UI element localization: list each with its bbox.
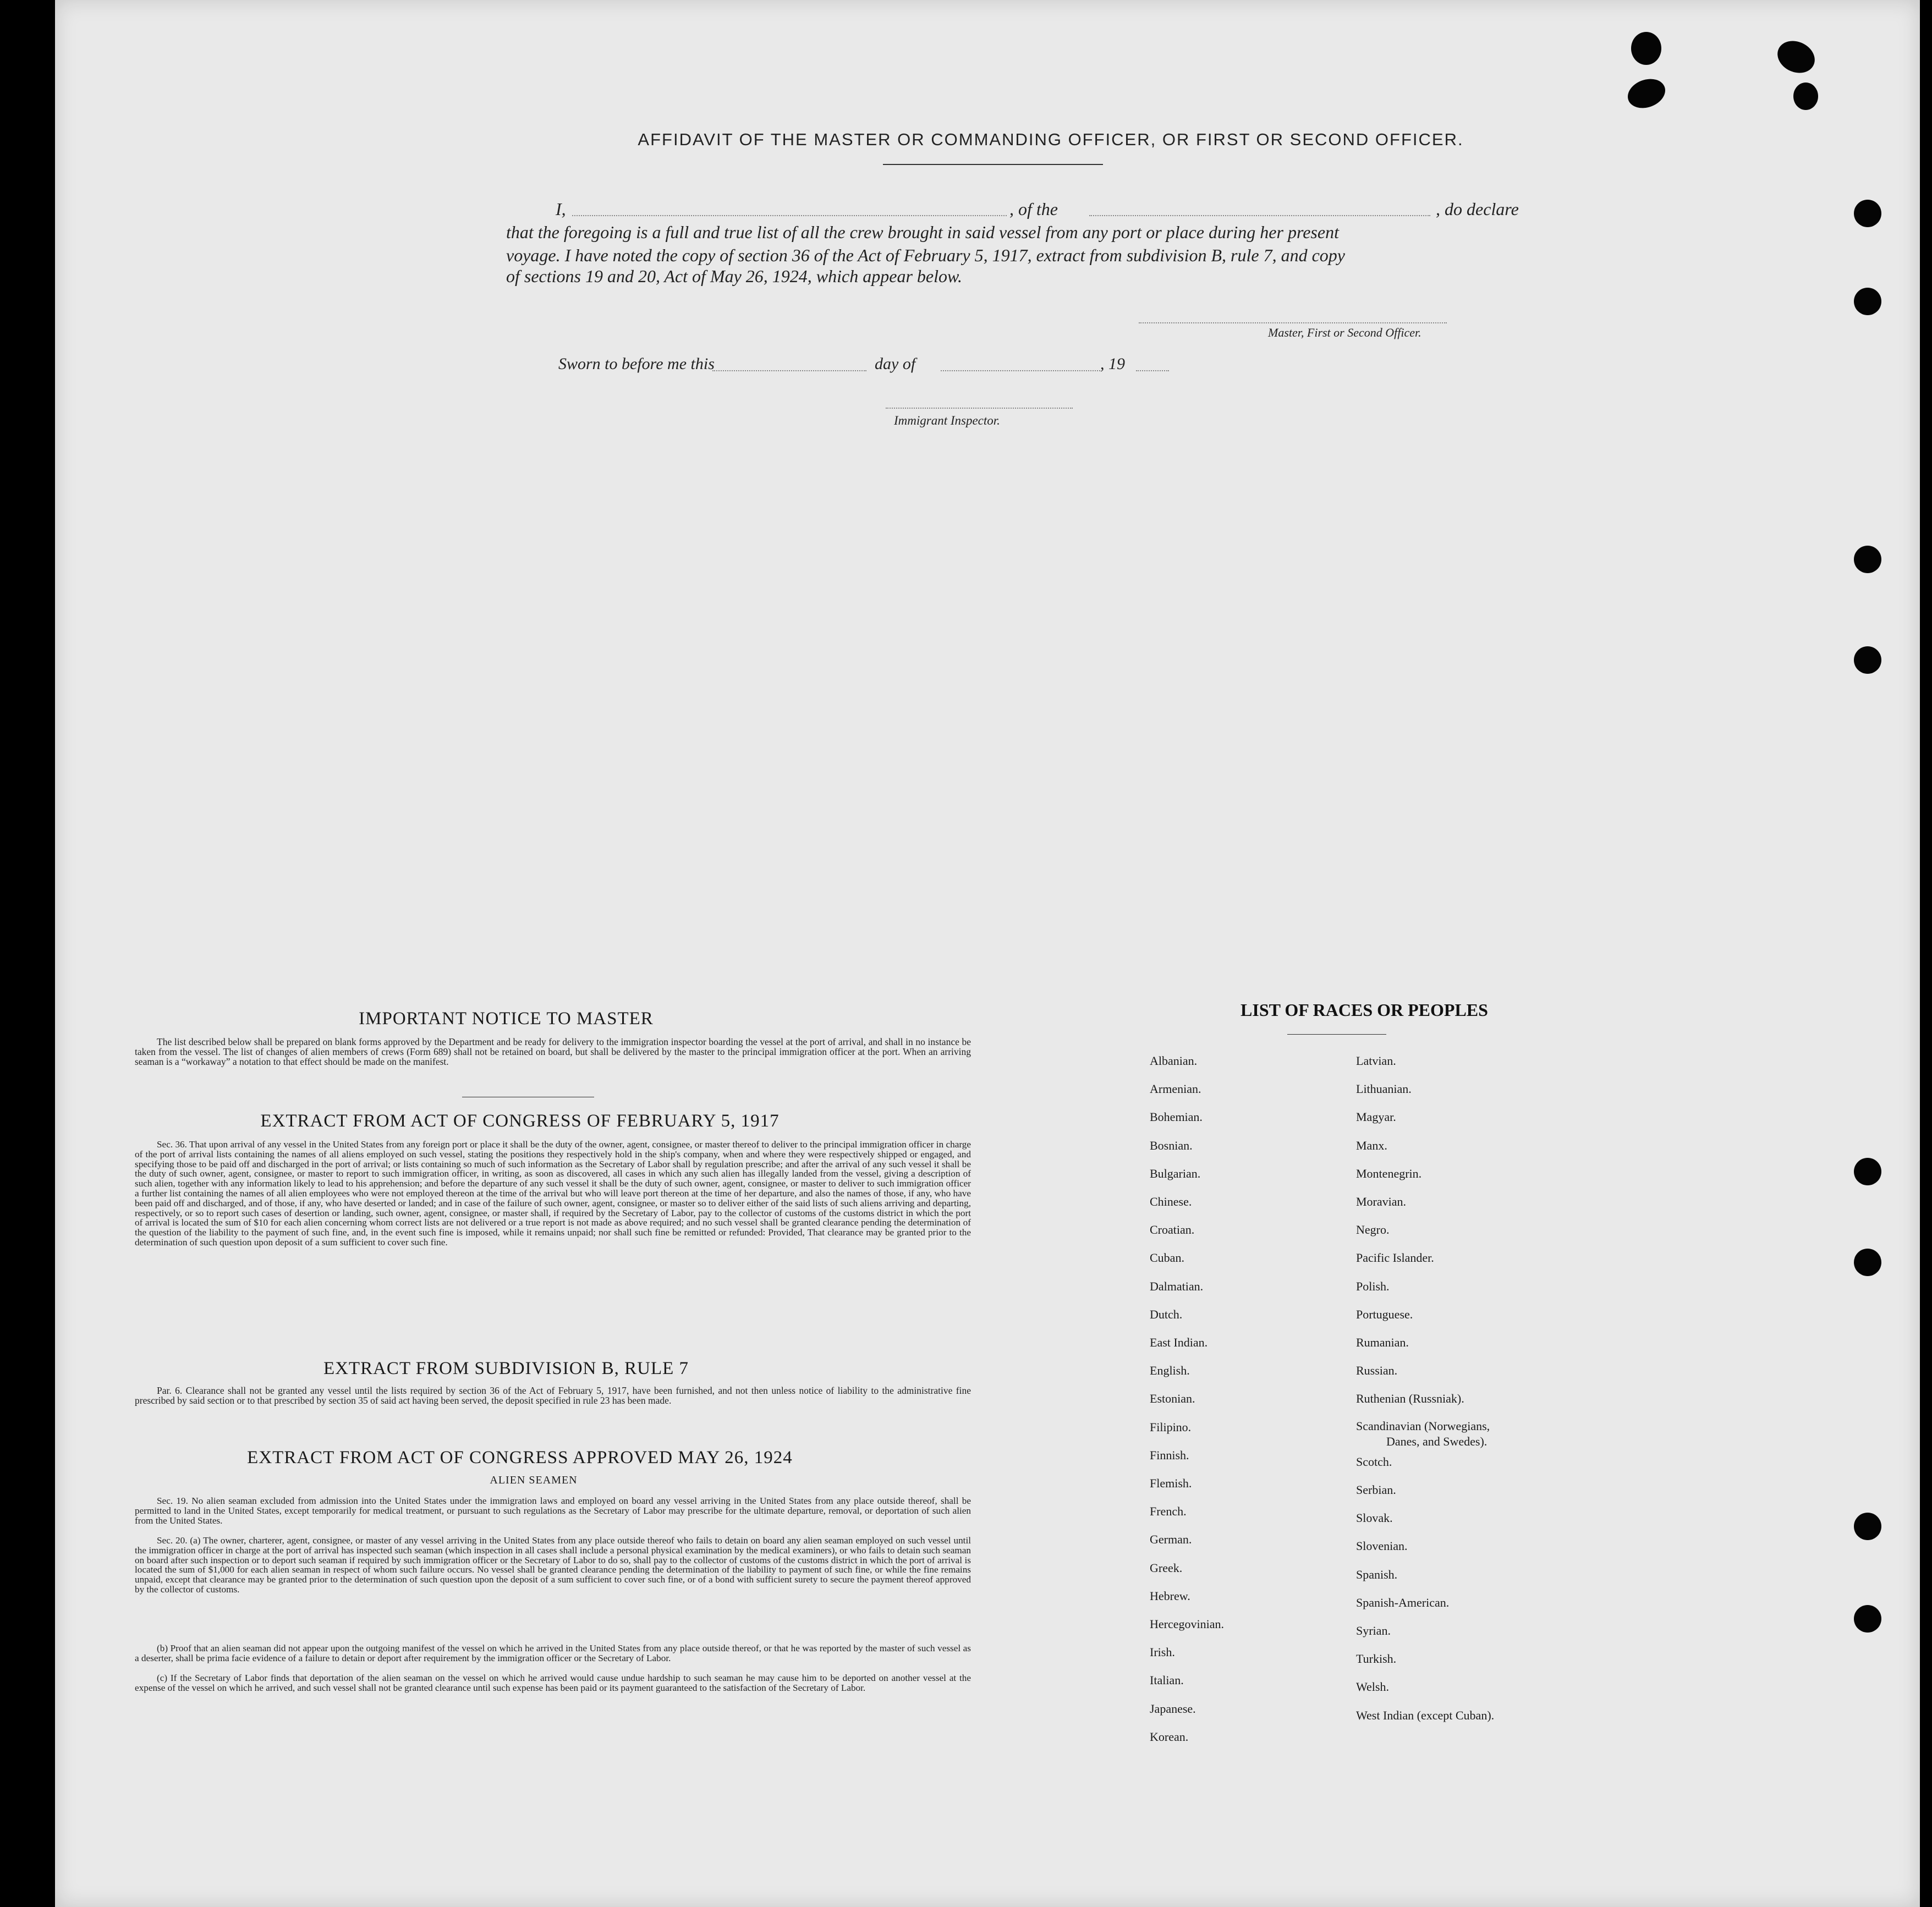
race-item: Magyar. xyxy=(1356,1110,1396,1124)
affidavit-title: AFFIDAVIT OF THE MASTER OR COMMANDING OFFICER, OR FIRST OR SECOND OFFICER. xyxy=(638,130,1464,149)
race-item: Spanish. xyxy=(1356,1568,1398,1581)
binder-hole xyxy=(1854,200,1881,227)
race-item: Slovenian. xyxy=(1356,1539,1408,1553)
affidavit-line-2: that the foregoing is a full and true list of all the crew brought in said vessel from any port or place during her present xyxy=(506,222,1339,242)
race-item: East Indian. xyxy=(1150,1336,1208,1349)
race-item: Danes, and Swedes). xyxy=(1386,1435,1488,1448)
race-item: Montenegrin. xyxy=(1356,1167,1422,1180)
binder-hole xyxy=(1854,546,1881,573)
alien-seamen-subtitle: ALIEN SEAMEN xyxy=(490,1474,578,1486)
race-item: Cuban. xyxy=(1150,1251,1184,1265)
binder-hole xyxy=(1854,1605,1881,1633)
binder-hole xyxy=(1854,646,1881,674)
race-item: Hebrew. xyxy=(1150,1589,1190,1603)
extract-1917-title: EXTRACT FROM ACT OF CONGRESS OF FEBRUARY 5, 1917 xyxy=(260,1111,780,1131)
master-label: Master, First or Second Officer. xyxy=(1268,326,1421,339)
race-item: Croatian. xyxy=(1150,1223,1195,1236)
race-item: Welsh. xyxy=(1356,1680,1389,1694)
race-item: Spanish-American. xyxy=(1356,1596,1450,1609)
race-item: Moravian. xyxy=(1356,1195,1407,1208)
document-page xyxy=(55,0,1920,1907)
race-item: Slovak. xyxy=(1356,1511,1393,1525)
extract-1917-text: Sec. 36. That upon arrival of any vessel in the United States from any foreign port or place it shall be the duty of the owner, agent, consignee, or master thereof to deliver to the principal immigration officer in charge of the port of arrival lists containing the names of all aliens employed on such vessel, stating the positions they respectively hold in the ship's company, when and where they were respectively shipped or engaged, and specifying those to be paid off and discharged in the port of arrival; or lists containing so much of such information as the Secretary of Labor shall by regulation prescribe; and after the arrival of any such vessel it shall be the duty of such owner, agent, consignee, or master to report to such immigration officer, in writing, as soon as discovered, all cases in which any such alien has illegally landed from the vessel, giving a description of such alien, together with any information likely to lead to his apprehension; and before the departure of any such vessel it shall be the duty of such owner, agent, consignee, or master to deliver to such immigration officer a further list containing the names of all alien employees who were not employed thereon at the time of the arrival but who will leave port thereon at the time of her departure, and also the names of those, if any, who have been paid off and discharged, and of those, if any, who have deserted or landed; and in case of the failure of such owner, agent, consignee, or master so to deliver either of the said lists of such aliens arriving and departing, respectively, or so to report such cases of desertion or landing, such owner, agent, consignee, or master shall, if required by the Secretary of Labor, pay to the collector of customs of the customs district in which the port of arrival is located the sum of $10 for each alien concerning whom correct lists are not delivered or a true report is not made as above required; and no such vessel shall be granted clearance pending the determination of the question of the liability to the payment of such fine, and, in the event such fine is imposed, while it remains unpaid; nor shall such fine be remitted or refunded: Provided, That clearance may be granted prior to the determination of such question upon deposit of a sum sufficient to cover such fine. xyxy=(135,1139,971,1247)
race-item: Lithuanian. xyxy=(1356,1082,1412,1096)
race-item: Japanese. xyxy=(1150,1702,1196,1716)
sworn-label: Sworn to before me this xyxy=(558,355,715,373)
race-item: French. xyxy=(1150,1504,1187,1518)
race-item: Estonian. xyxy=(1150,1392,1195,1405)
affidavit-of-the: , of the xyxy=(1009,199,1058,219)
race-item: Albanian. xyxy=(1150,1054,1198,1068)
inspector-signature-line xyxy=(886,407,1073,409)
rule7-text: Par. 6. Clearance shall not be granted any vessel until the lists required by section 36 of the Act of February 5, 1917, have been furnished, and not then unless notice of liability to the administrative fine prescribed by said section or to that prescribed by section 35 of said act having been served, the deposit specified in rule 23 has been made. xyxy=(135,1385,971,1406)
race-item: Syrian. xyxy=(1356,1624,1391,1637)
sworn-day-blank xyxy=(712,370,866,371)
race-item: Rumanian. xyxy=(1356,1336,1409,1349)
race-item: Serbian. xyxy=(1356,1483,1396,1497)
day-of-label: day of xyxy=(875,355,916,373)
race-item: Irish. xyxy=(1150,1645,1175,1659)
binder-hole xyxy=(1854,288,1881,315)
race-item: Hercegovinian. xyxy=(1150,1617,1224,1631)
race-item: English. xyxy=(1150,1364,1190,1377)
notice-title: IMPORTANT NOTICE TO MASTER xyxy=(359,1009,654,1029)
affidavit-line-3: voyage. I have noted the copy of section 36 of the Act of February 5, 1917, extract from subdivision B, rule 7, and copy xyxy=(506,245,1345,265)
race-item: German. xyxy=(1150,1532,1192,1546)
race-item: Italian. xyxy=(1150,1673,1184,1687)
race-item: Chinese. xyxy=(1150,1195,1192,1208)
race-item: Bosnian. xyxy=(1150,1139,1193,1152)
affidavit-i: I, xyxy=(556,199,566,219)
races-title: LIST OF RACES OR PEOPLES xyxy=(1241,1000,1488,1020)
race-item: Polish. xyxy=(1356,1279,1390,1293)
race-item: Pacific Islander. xyxy=(1356,1251,1434,1265)
race-item: Bohemian. xyxy=(1150,1110,1203,1124)
race-item: Manx. xyxy=(1356,1139,1387,1152)
sec20c-text: (c) If the Secretary of Labor finds that deportation of the alien seaman on the vessel on which he arrived would cause undue hardship to such seaman he may cause him to be deported on another vessel at the expense of the vessel on which he arrived, and such vessel shall not be granted clearance until such expense has been paid or its payment guaranteed to the satisfaction of the Secretary of Labor. xyxy=(135,1673,971,1693)
ink-blot xyxy=(1793,83,1818,110)
race-item: Bulgarian. xyxy=(1150,1167,1201,1180)
race-item: Finnish. xyxy=(1150,1448,1189,1462)
race-item: Greek. xyxy=(1150,1561,1183,1575)
race-item: Flemish. xyxy=(1150,1476,1192,1490)
binder-hole xyxy=(1854,1158,1881,1185)
ink-blot xyxy=(1624,74,1670,113)
notice-text: The list described below shall be prepared on blank forms approved by the Department and be ready for delivery to the immigration inspector boarding the vessel at the port of arrival, and shall in no instance be taken from the vessel. The list of changes of alien members of crews (Form 689) shall not be retained on board, but shall be delivered by the master to the principal immigration officer at the port. When an arriving seaman is a “workaway” a notation to that effect should be made on the manifest. xyxy=(135,1036,971,1067)
race-item: Russian. xyxy=(1356,1364,1398,1377)
race-item: Portuguese. xyxy=(1356,1307,1413,1321)
sec19-text: Sec. 19. No alien seaman excluded from admission into the United States under the immigration laws and employed on board any vessel arriving in the United States from any place outside thereof, shall be permitted to land in the United States, except temporarily for medical treatment, or pursuant to such regulations as the Secretary of Labor may prescribe for the ultimate departure, removal, or deportation of such alien from the United States. xyxy=(135,1496,971,1526)
race-item: West Indian (except Cuban). xyxy=(1356,1708,1495,1722)
title-divider xyxy=(883,164,1103,165)
sec20a-text: Sec. 20. (a) The owner, charterer, agent, consignee, or master of any vessel arriving in the United States from any place outside thereof who fails to detain on board any alien seaman employed on such vessel until the immigration officer in charge at the port of arrival has inspected such seaman (which inspection in all cases shall include a personal physical examination by the medical examiners), or who fails to detain such seaman on board after such inspection or to deport such seaman if required by such immigration officer or the Secretary of Labor to do so, shall pay to the collector of customs of the customs district in which the port of arrival is located the sum of $1,000 for each alien seaman in respect of whom such failure occurs. No vessel shall be granted clearance pending the determination of the liability to payment of such fine, or while the fine remains unpaid, except that clearance may be granted prior to the determination of such question upon the deposit of a sum sufficient to cover such fine, or of a bond with sufficient surety to secure the payment thereof approved by the collector of customs. xyxy=(135,1535,971,1595)
binder-hole xyxy=(1854,1513,1881,1540)
rule7-title: EXTRACT FROM SUBDIVISION B, RULE 7 xyxy=(323,1359,689,1378)
ink-blot xyxy=(1631,32,1661,65)
races-divider xyxy=(1287,1034,1386,1035)
master-signature-line xyxy=(1139,322,1447,323)
inspector-label: Immigrant Inspector. xyxy=(894,414,1000,427)
year-blank xyxy=(1136,370,1169,371)
race-item: Dalmatian. xyxy=(1150,1279,1204,1293)
affidavit-declare: , do declare xyxy=(1436,199,1519,219)
race-item: Ruthenian (Russniak). xyxy=(1356,1392,1464,1405)
race-item: Scotch. xyxy=(1356,1455,1392,1469)
race-item: Latvian. xyxy=(1356,1054,1396,1068)
race-item: Filipino. xyxy=(1150,1420,1192,1434)
year-prefix: , 19 xyxy=(1100,355,1125,373)
race-item: Negro. xyxy=(1356,1223,1390,1236)
ink-blot xyxy=(1772,35,1820,79)
affidavit-line-4: of sections 19 and 20, Act of May 26, 1924, which appear below. xyxy=(506,266,962,286)
race-item: Turkish. xyxy=(1356,1652,1397,1666)
race-item: Armenian. xyxy=(1150,1082,1201,1096)
sworn-month-blank xyxy=(941,370,1100,371)
race-item: Scandinavian (Norwegians, xyxy=(1356,1419,1490,1433)
race-item: Dutch. xyxy=(1150,1307,1183,1321)
extract-1924-title: EXTRACT FROM ACT OF CONGRESS APPROVED MAY 26, 1924 xyxy=(247,1448,793,1468)
name-blank xyxy=(572,215,1007,216)
vessel-blank xyxy=(1089,215,1430,216)
race-item: Korean. xyxy=(1150,1730,1189,1744)
sec20b-text: (b) Proof that an alien seaman did not appear upon the outgoing manifest of the vessel on which he arrived in the United States from any place outside thereof, or that he was reported by the master of such vessel as a deserter, shall be prima facie evidence of a failure to detain or deport after requirement by the immigration officer or the Secretary of Labor. xyxy=(135,1643,971,1663)
binder-hole xyxy=(1854,1249,1881,1276)
